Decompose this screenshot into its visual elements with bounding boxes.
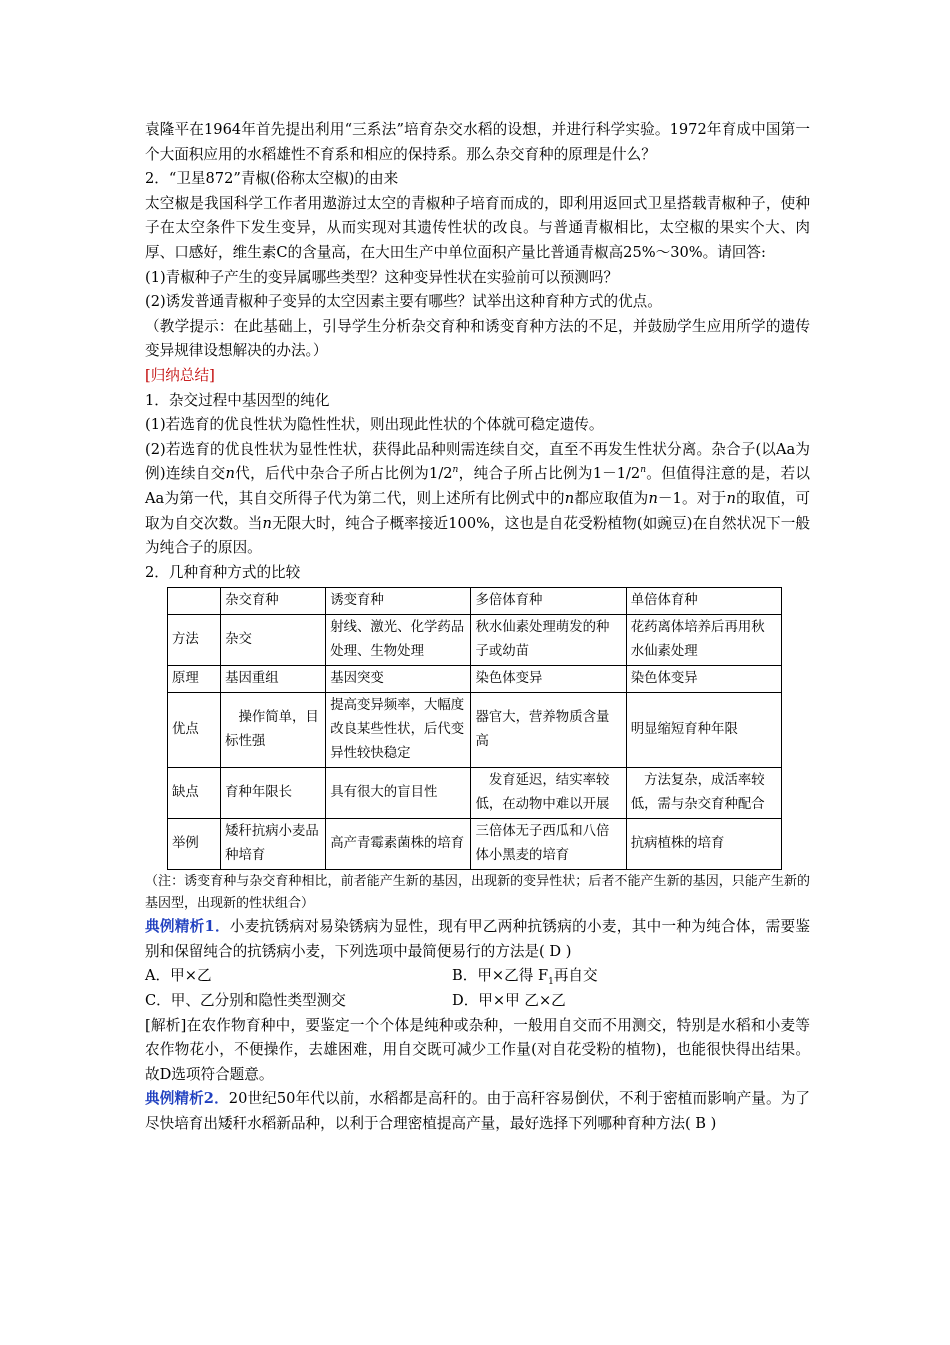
table-cell: 明显缩短育种年限 [626, 693, 781, 768]
summary-heading-1: 1．杂交过程中基因型的纯化 [145, 391, 330, 409]
section-heading-2: 2．“卫星872”青椒(俗称太空椒)的由来 [145, 170, 399, 188]
table-cell: 原理 [168, 666, 221, 693]
table-header-row [168, 588, 782, 615]
table-cell: 基因突变 [326, 666, 471, 693]
option-c: C．甲、乙分别和隐性类型测交 [145, 992, 346, 1010]
table-cell: 育种年限长 [221, 768, 326, 819]
table-cell: 染色体变异 [626, 666, 781, 693]
question-2: (2)诱发普通青椒种子变异的太空因素主要有哪些？试举出这种育种方式的优点。 [145, 293, 662, 311]
table-row [168, 693, 782, 768]
example-2-stem: 典例精析2．20世纪50年代以前，水稻都是高秆的。由于高秆容易倒伏，不利于密植而影响产量。为了尽快培育出矮秆水稻新品种，以利于合理密植提高产量，最好选择下列哪种育种方法( B ) [145, 1090, 810, 1133]
table-row [168, 666, 782, 693]
example-2-label: 典例精析2． [145, 1090, 229, 1108]
table-cell: 方法 [168, 615, 221, 666]
table-cell: 提高变异频率，大幅度改良某些性状，后代变异性较快稳定 [326, 693, 471, 768]
table-cell: 杂交 [221, 615, 326, 666]
table-header-cell: 单倍体育种 [626, 588, 781, 615]
space-pepper-paragraph: 太空椒是我国科学工作者用遨游过太空的青椒种子培育而成的，即利用返回式卫星搭载青椒种子，使种子在太空条件下发生变异，从而实现对其遗传性状的改良。与普通青椒相比，太空椒的果实个大、肉厚、口感好，维生素C的含量高，在大田生产中单位面积产量比普通青椒高25%～30%。请回答: [145, 194, 810, 261]
teaching-hint: （教学提示：在此基础上，引导学生分析杂交育种和诱变育种方法的不足，并鼓励学生应用所学的遗传变异规律设想解决的办法。） [145, 317, 810, 360]
table-cell: 发育延迟，结实率较低，在动物中难以开展 [471, 768, 626, 819]
example-1-analysis: [解析]在农作物育种中，要鉴定一个个体是纯种或杂种，一般用自交而不用测交，特别是水稻和小麦等农作物花小，不便操作，去雄困难，用自交既可减少工作量(对自花受粉的植物)，也能很快得出结果。故D选项符合题意。 [145, 1016, 810, 1083]
table-cell: 三倍体无子西瓜和八倍体小黑麦的培育 [471, 819, 626, 870]
summary-point-2: (2)若选育的优良性状为显性性状，获得此品种则需连续自交，直至不再发生性状分离。杂合子(以Aa为例)连续自交n代，后代中杂合子所占比例为1/2$^n$，纯合子所占比例为$1-1/2^n$。但值得注意的是，若以Aa为第一代，其自交所得子代为第二代，则上述所有比例式中的n都应取值为n－1。对于n的取值，可取为自交次数。当n无限大时，纯合子概率接近100%，这也是自花受粉植物(如豌豆)在自然状况下一般为纯合子的原因。 [145, 440, 810, 557]
example-1-stem: 典例精析1．小麦抗锈病对易染锈病为显性，现有甲乙两种抗锈病的小麦，其中一种为纯合体，需要鉴别和保留纯合的抗锈病小麦，下列选项中最简便易行的方法是( D ) [145, 918, 810, 960]
table-cell: 射线、激光、化学药品处理、生物处理 [326, 615, 471, 666]
breeding-comparison-table [167, 587, 782, 870]
option-b: B．甲×乙得 $F_1$再自交 [452, 967, 598, 988]
table-cell: 基因重组 [221, 666, 326, 693]
table-cell: 器官大，营养物质含量高 [471, 693, 626, 768]
table-cell: 方法复杂，成活率较低，需与杂交育种配合 [626, 768, 781, 819]
option-d: D．甲×甲 乙×乙 [452, 992, 566, 1010]
table-row [168, 768, 782, 819]
table-cell: 秋水仙素处理萌发的种子或幼苗 [471, 615, 626, 666]
document-page [145, 118, 810, 1137]
table-cell: 矮秆抗病小麦品种培育 [221, 819, 326, 870]
example-1-options-row-2 [145, 989, 810, 1014]
table-header-cell: 诱变育种 [326, 588, 471, 615]
intro-paragraph: 袁隆平在1964年首先提出利用“三系法”培育杂交水稻的设想，并进行科学实验。1972年育成中国第一个大面积应用的水稻雄性不育系和相应的保持系。那么杂交育种的原理是什么？ [145, 121, 810, 163]
table-header-cell [168, 588, 221, 615]
table-cell: 操作简单，目标性强 [221, 693, 326, 768]
question-1: (1)青椒种子产生的变异属哪些类型？这种变异性状在实验前可以预测吗？ [145, 268, 619, 286]
table-note: （注：诱变育种与杂交育种相比，前者能产生新的基因，出现新的变异性状；后者不能产生新的基因，只能产生新的基因型，出现新的性状组合） [145, 874, 810, 912]
example-1-options-row-1 [145, 964, 810, 989]
table-cell: 花药离体培养后再用秋水仙素处理 [626, 615, 781, 666]
table-header-cell: 多倍体育种 [471, 588, 626, 615]
table-cell: 缺点 [168, 768, 221, 819]
table-cell: 举例 [168, 819, 221, 870]
table-cell: 高产青霉素菌株的培育 [326, 819, 471, 870]
table-cell: 具有很大的盲目性 [326, 768, 471, 819]
table-cell: 优点 [168, 693, 221, 768]
table-header-cell: 杂交育种 [221, 588, 326, 615]
option-a: A．甲×乙 [145, 967, 212, 985]
table-row [168, 819, 782, 870]
summary-heading-2: 2．几种育种方式的比较 [145, 563, 301, 581]
table-cell: 染色体变异 [471, 666, 626, 693]
table-row [168, 615, 782, 666]
summary-title: [归纳总结] [145, 366, 215, 384]
example-1-label: 典例精析1． [145, 918, 230, 936]
summary-point-1: (1)若选育的优良性状为隐性性状，则出现此性状的个体就可稳定遗传。 [145, 416, 604, 434]
table-cell: 抗病植株的培育 [626, 819, 781, 870]
